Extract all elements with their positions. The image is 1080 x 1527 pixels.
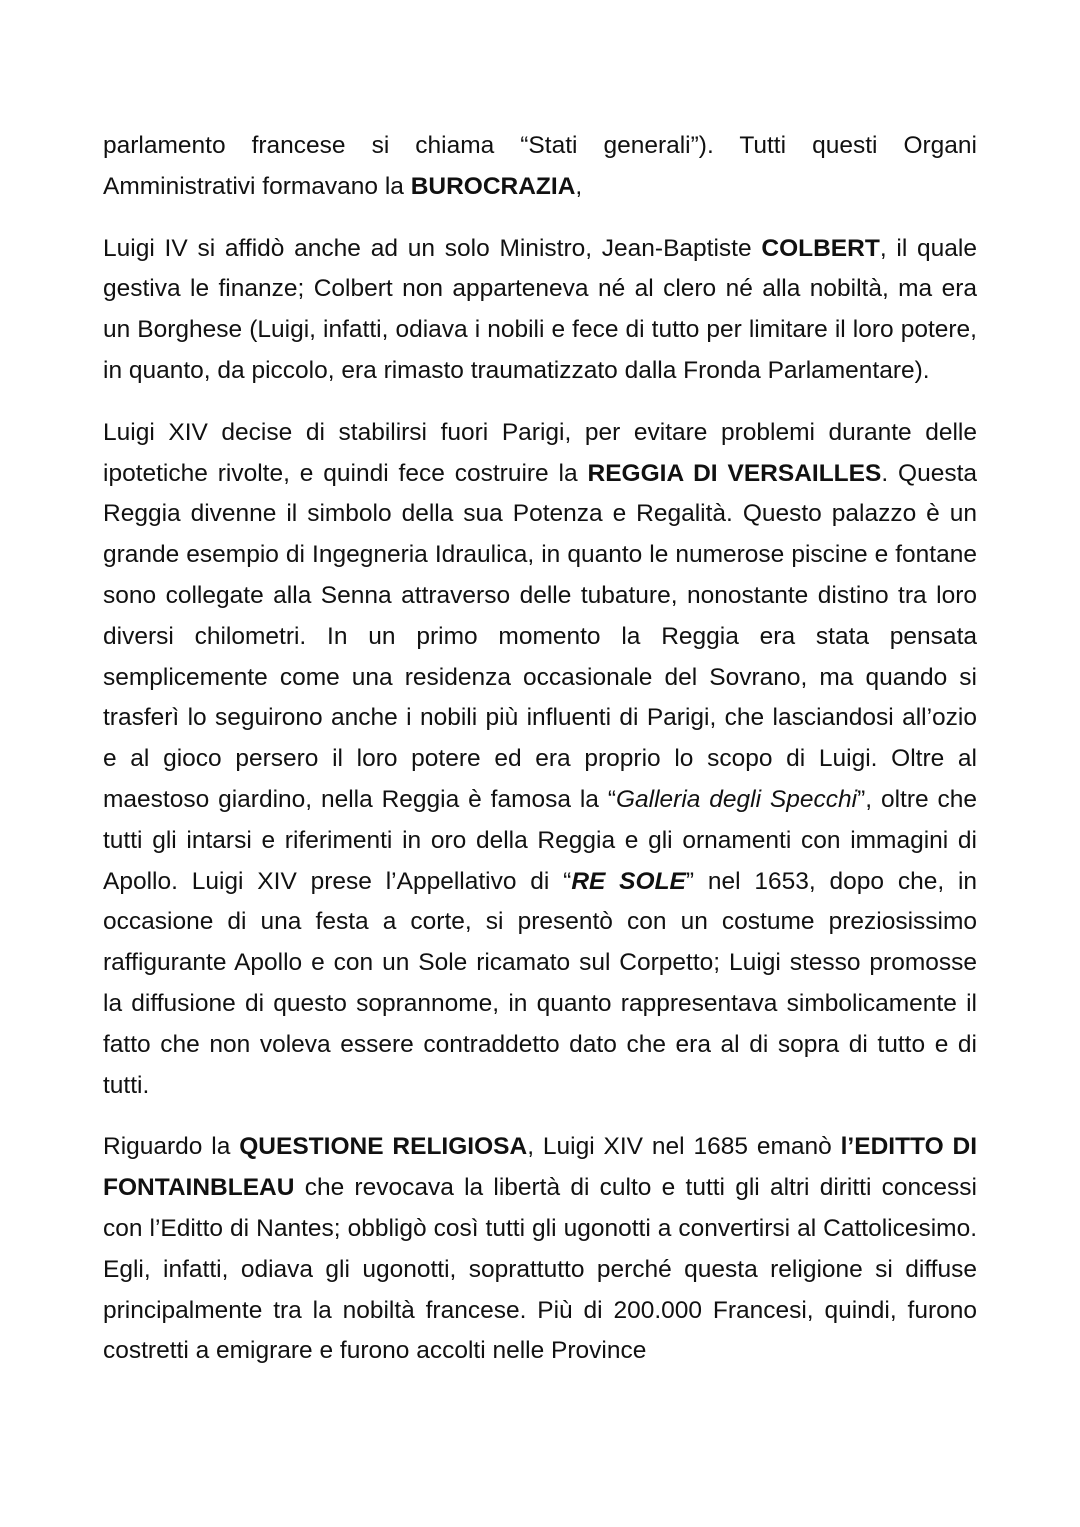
- paragraph-versailles: [103, 413, 977, 1107]
- text-run: , Luigi XIV nel 1685 emanò: [527, 1133, 841, 1161]
- paragraph-colbert: [103, 229, 977, 392]
- bold-term-editto-di-fontainbleau: l’EDITTO DI FONTAINBLEAU: [103, 1133, 978, 1202]
- text-run: ”, oltre che tutti gli intarsi e riferimenti in oro della Reggia e gli ornamenti con immagini di Apollo. Luigi XIV prese l’Appellativo di “: [103, 785, 978, 895]
- text-run: Luigi IV si affidò anche ad un solo Ministro, Jean-Baptiste: [103, 234, 762, 262]
- text-run: parlamento francese si chiama “Stati generali”). Tutti questi Organi Amministrativi formavano la: [103, 132, 977, 200]
- italic-term-galleria-degli-specchi: Galleria degli Specchi: [615, 785, 858, 813]
- text-run: . Questa Reggia divenne il simbolo della sua Potenza e Regalità. Questo palazzo è un grande esempio di Ingegneria Idraulica, in quanto le numerose piscine e fontane sono collegate alla Senna attraverso delle tubature, nonostante distino tra loro diversi chilometri. In un primo momento la Reggia era stata pensata semplicemente come una residenza occasionale del Sovrano, ma quando si trasferì lo seguirono anche i nobili più influenti di Parigi, che lasciandosi all’ozio e al gioco persero il loro potere ed era proprio lo scopo di Luigi. Oltre al maestoso giardino, nella Reggia è famosa la “: [103, 459, 978, 813]
- bold-italic-term-re-sole: [571, 868, 686, 895]
- bold-term-reggia-di-versailles: REGGIA DI VERSAILLES: [587, 459, 882, 487]
- text-run: Riguardo la: [103, 1133, 240, 1161]
- document-page: [103, 126, 977, 1372]
- text-run: ” nel 1653, dopo che, in occasione di una festa a corte, si presentò con un costume preziosissimo raffigurante Apollo e con un Sole ricamato sul Corpetto; Luigi stesso promosse la diffusione di questo soprannome, in quanto rappresentava simbolicamente il fatto che non voleva essere contraddetto dato che era al di sopra di tutto e di tutti.: [103, 867, 978, 1099]
- bold-term-questione-religiosa: QUESTIONE RELIGIOSA: [239, 1133, 528, 1161]
- text-run: che revocava la libertà di culto e tutti gli altri diritti concessi con l’Editto di Nantes; obbligò così tutti gli ugonotti a convertirsi al Cattolicesimo. Egli, infatti, odiava gli ugonotti, soprattutto perché questa religione si diffuse principalmente tra la nobiltà francese. Più di 200.000 Francesi, quindi, furono costretti a emigrare e furono accolti nelle Province: [103, 1174, 977, 1365]
- text-run: Luigi XIV decise di stabilirsi fuori Parigi, per evitare problemi durante delle ipotetiche rivolte, e quindi fece costruire la: [103, 418, 977, 487]
- paragraph-questione-religiosa: [103, 1127, 977, 1372]
- re-sole-text: RE SOLE: [571, 867, 686, 895]
- bold-term-burocrazia: BUROCRAZIA: [410, 172, 576, 200]
- text-run: ,: [575, 172, 583, 200]
- text-run: , il quale gestiva le finanze; Colbert non apparteneva né al clero né alla nobiltà, ma era un Borghese (Luigi, infatti, odiava i nobili e fece di tutto per limitare il loro potere, in quanto, da piccolo, era rimasto traumatizzato dalla Fronda Parlamentare).: [103, 234, 977, 384]
- paragraph-burocrazia: [103, 126, 977, 208]
- bold-term-colbert: COLBERT: [761, 234, 880, 262]
